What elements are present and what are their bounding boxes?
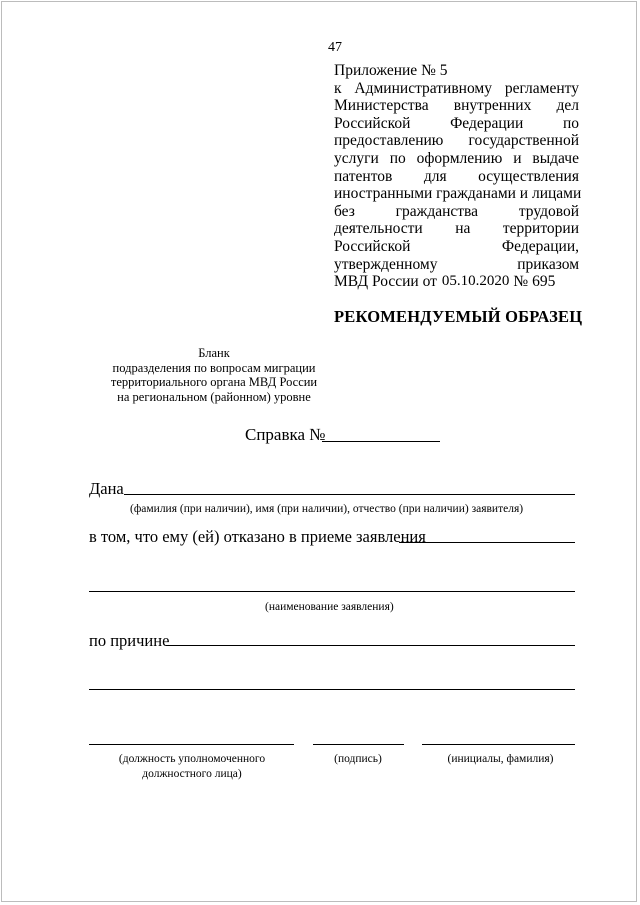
approval-word: Приложение № 5	[334, 62, 448, 79]
approval-word: Федерации	[450, 114, 524, 132]
approval-line	[334, 80, 579, 98]
position-caption-line2: должностного лица)	[142, 768, 242, 780]
approval-word: для	[423, 167, 447, 185]
issued-label: Дана	[89, 479, 124, 498]
initials-field[interactable]	[422, 744, 575, 745]
initials-caption: (инициалы, фамилия)	[447, 753, 554, 765]
application-name-field-continued[interactable]	[89, 591, 575, 592]
approval-word: осуществления	[478, 167, 579, 185]
certificate-label: Справка №	[245, 425, 326, 444]
approval-word: Административному	[354, 79, 492, 97]
approval-word: гражданства	[395, 202, 479, 220]
approval-word: трудовой	[518, 202, 579, 220]
approval-line	[334, 238, 579, 256]
sample-title: РЕКОМЕНДУЕМЫЙ ОБРАЗЕЦ	[334, 307, 583, 326]
approval-word: регламенту	[504, 79, 579, 97]
refusal-text: в том, что ему (ей) отказано в приеме заявления	[89, 527, 426, 546]
approval-word: дел	[556, 97, 579, 115]
position-caption	[108, 752, 276, 782]
approval-line	[334, 256, 579, 274]
blank-header-line: Бланк	[198, 346, 230, 360]
approval-word: Российской	[334, 237, 411, 255]
approval-line	[334, 220, 579, 238]
reason-field[interactable]	[166, 645, 575, 646]
approval-word: территории	[502, 220, 579, 238]
approval-line	[334, 203, 579, 221]
reason-label: по причине	[89, 631, 170, 650]
position-field[interactable]	[89, 744, 294, 745]
certificate-number-field[interactable]	[322, 441, 440, 442]
approval-line	[334, 185, 582, 203]
approval-order-line	[334, 273, 579, 291]
approval-word: на	[455, 220, 471, 238]
approval-word: утвержденному	[334, 255, 438, 273]
approval-word: Российской	[334, 114, 411, 132]
approval-line	[334, 132, 579, 150]
approval-line	[334, 115, 579, 133]
reason-field-continued[interactable]	[89, 689, 575, 690]
position-caption-line1: (должность уполномоченного	[118, 753, 266, 765]
signature-field[interactable]	[313, 744, 404, 745]
approval-order-date: 05.10.2020	[441, 273, 510, 290]
approval-order-number: № 695	[513, 273, 556, 291]
blank-header	[104, 346, 324, 404]
application-name-caption: (наименование заявления)	[265, 601, 394, 613]
approval-line	[334, 150, 579, 168]
approval-word: деятельности	[334, 220, 423, 238]
approval-word: без	[334, 202, 355, 220]
blank-header-line: территориального органа МВД России	[110, 375, 318, 389]
approval-word: Федерации,	[501, 237, 579, 255]
application-name-field[interactable]	[399, 542, 575, 543]
approval-line	[334, 62, 579, 80]
approval-word: оформлению	[416, 149, 503, 167]
approval-word: выдаче	[532, 149, 579, 167]
approval-word: и	[513, 149, 522, 167]
signature-caption: (подпись)	[334, 753, 382, 765]
approval-word: по	[389, 149, 406, 167]
blank-header-line: подразделения по вопросам миграции	[112, 360, 316, 375]
page-number: 47	[328, 40, 342, 55]
approval-word: приказом	[517, 255, 579, 273]
approval-word: внутренних	[453, 97, 532, 115]
approval-word: патентов	[334, 167, 393, 185]
approval-word: предоставлению	[334, 132, 444, 150]
applicant-name-field[interactable]	[124, 494, 575, 495]
approval-word: к	[334, 79, 342, 97]
approval-word: услуги	[334, 149, 379, 167]
approval-line	[334, 168, 579, 186]
approval-word: по	[562, 114, 579, 132]
approval-word: иностранными гражданами и лицами	[334, 185, 582, 203]
approval-word: государственной	[468, 132, 579, 150]
approval-line	[334, 97, 579, 115]
approval-word: Министерства	[334, 97, 429, 115]
approval-order-prefix: МВД России от	[334, 273, 437, 291]
approval-block	[334, 62, 582, 291]
blank-header-line: на региональном (районном) уровне	[117, 389, 311, 404]
applicant-name-caption: (фамилия (при наличии), имя (при наличии), отчество (при наличии) заявителя)	[130, 503, 524, 515]
